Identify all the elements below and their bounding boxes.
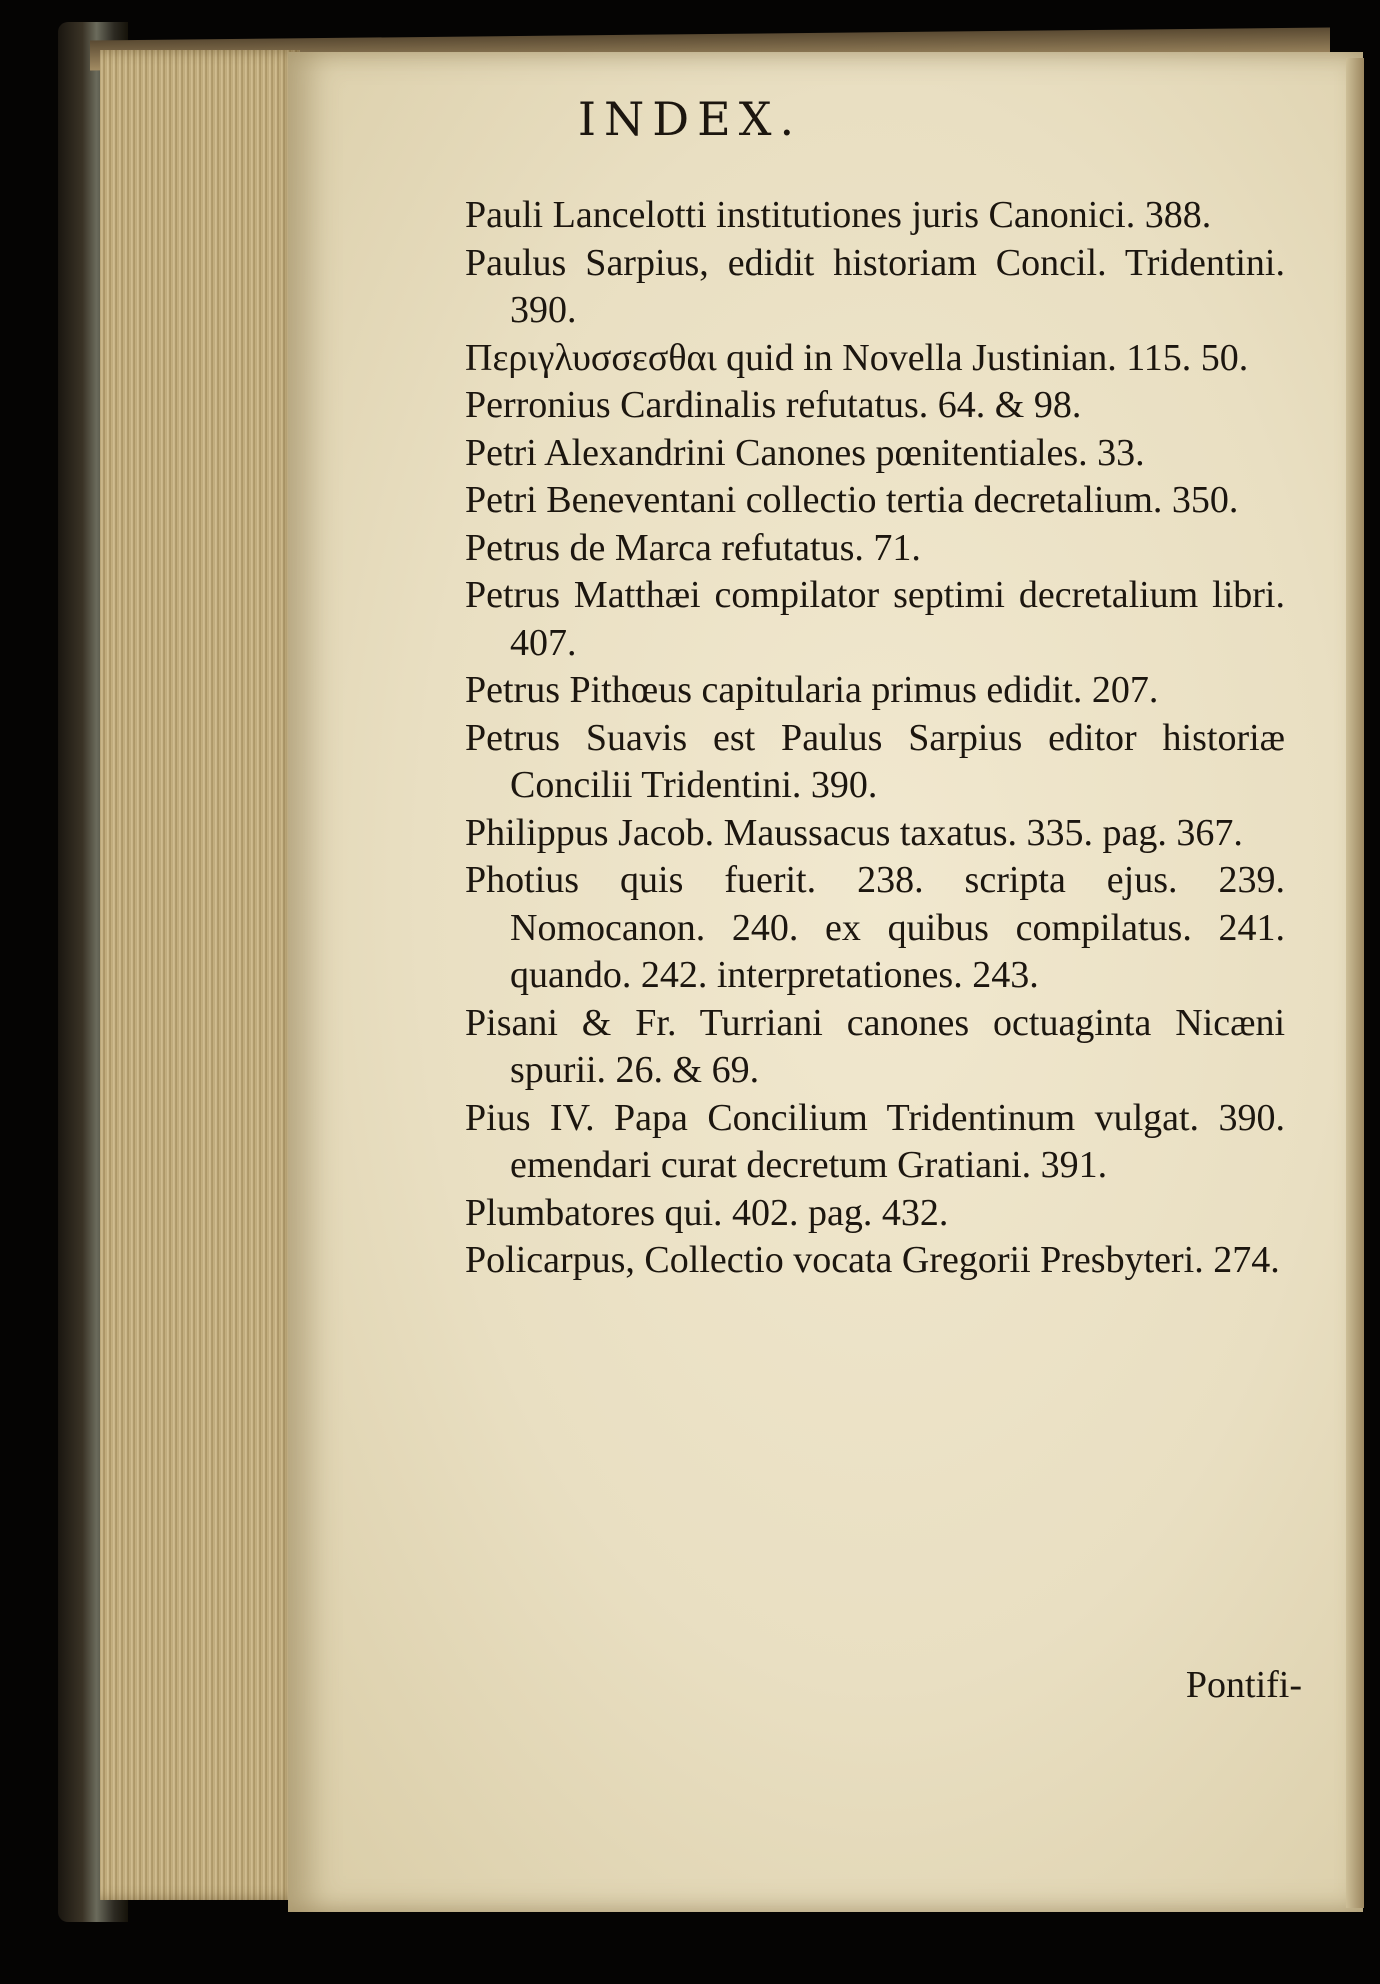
index-entry: Photius quis fuerit. 238. scripta ejus. 239. Nomocanon. 240. ex quibus compilatus. 241. quando. 242. interpretationes. 243. (465, 859, 1285, 996)
index-entry: Petri Alexandrini Canones pœnitentiales. 33. (465, 431, 1145, 474)
page-stack-edge (100, 50, 300, 1900)
index-entry: Pisani & Fr. Turriani canones octuaginta Nicæni spurii. 26. & 69. (465, 1001, 1285, 1091)
index-entry: Perronius Cardinalis refutatus. 64. & 98. (465, 384, 1082, 426)
index-entry: Pius IV. Papa Concilium Tridentinum vulgat. 390. emendari curat decretum Gratiani. 391. (465, 1096, 1285, 1186)
index-entry: Περιγλυσσεσθαι quid in Novella Justinian. 115. 50. (465, 336, 1249, 379)
index-entry: Paulus Sarpius, edidit historiam Concil. Tridentini. 390. (465, 241, 1285, 331)
running-header: INDEX. (577, 92, 803, 146)
index-entry: Policarpus, Collectio vocata Gregorii Presbyteri. 274. (465, 1239, 1280, 1281)
index-entry: Petrus de Marca refutatus. 71. (465, 526, 921, 569)
index-entry: Petrus Matthæi compilator septimi decretalium libri. 407. (465, 574, 1285, 664)
index-entry: Petrus Pithœus capitularia primus edidit. 207. (465, 669, 1159, 711)
index-entry: Plumbatores qui. 402. pag. 432. (465, 1191, 949, 1234)
catchword: Pontifi- (1185, 1664, 1302, 1706)
index-entry: Philippus Jacob. Maussacus taxatus. 335. pag. 367. (465, 811, 1243, 854)
index-entry: Petrus Suavis est Paulus Sarpius editor historiæ Concilii Tridentini. 390. (465, 716, 1285, 806)
page-right-edge (1346, 58, 1364, 1908)
index-entry: Petri Beneventani collectio tertia decretalium. 350. (465, 479, 1239, 521)
index-entry: Pauli Lancelotti institutiones juris Canonici. 388. (465, 194, 1212, 236)
index-entries (465, 192, 1285, 1285)
